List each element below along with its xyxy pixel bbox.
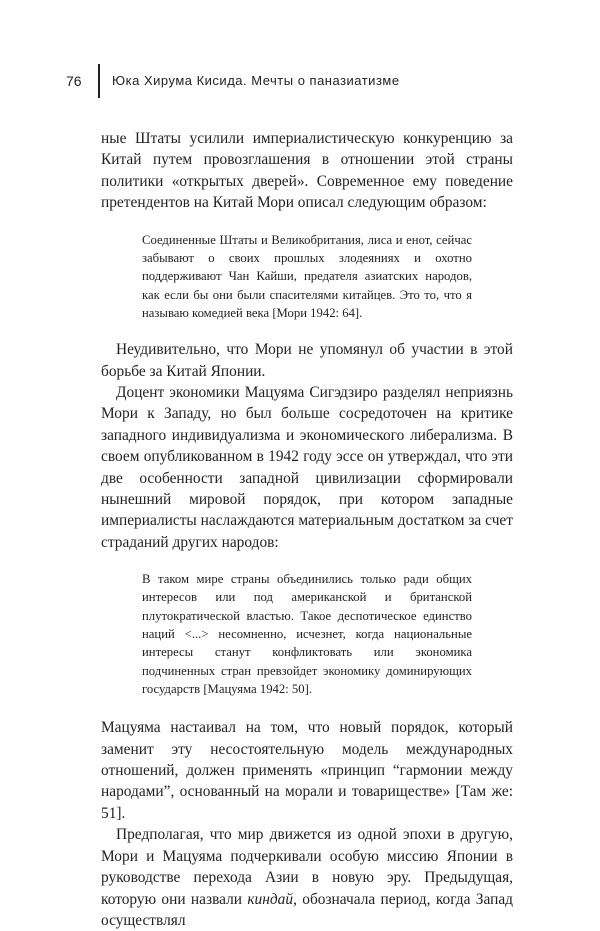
paragraph-5-text: Предполагая, что мир движется из одной эпохи в другую, Мори и Мацуяма подчеркивали особую миссию Японии в руководстве перехода Азии в новую эру. Предыдущая, которую они назвали [101, 826, 513, 908]
block-quote-1: Соединенные Штаты и Великобритания, лиса и енот, сейчас забывают о своих прошлых злодеяниях и охотно поддерживают Чан Кайши, предателя азиатских народов, как если бы они были спасителями китайцев. Это то, что я называю комедией века [Мори 1942: 64]. [142, 232, 472, 320]
term-kinday: киндай [247, 890, 294, 908]
paragraph-5-text-end: , обозначала период, когда Запад осуществлял [101, 890, 513, 929]
paragraph-5 [101, 824, 513, 931]
paragraph-3: Доцент экономики Мацуяма Сигэдзиро разделял неприязнь Мори к Западу, но был больше сосредоточен на критике западного индивидуализма и экономического либерализма. В своем опубликованном в 1942 году эссе он утверждал, что эти две особенности западной цивилизации сформировали нынешний мировой порядок, при котором западные империалисты наслаждаются материальным достатком за счет страданий других народов: [101, 383, 513, 551]
running-header [0, 64, 600, 98]
block-quote-2: В таком мире страны объединились только ради общих интересов или под американской и британской плутократической властью. Такое деспотическое единство наций <...> несомненно, исчезнет, когда национальные интересы станут конфликтовать или экономика подчиненных стран превзойдет экономику доминирующих государств [Мацуяма 1942: 50]. [142, 572, 472, 696]
paragraph-1: ные Штаты усилили империалистическую конкуренцию за Китай путем провозглашения в отношении этой страны политики «открытых дверей». Современное ему поведение претендентов на Китай Мори описал следующим образом: [101, 130, 513, 212]
page-body [101, 128, 513, 931]
paragraph-4: Мацуяма настаивал на том, что новый порядок, который заменит эту несостоятельную модель международных отношений, должен применять «принцип “гармонии между народами”, основанный на морали и товариществе» [Там же: 51]. [101, 719, 513, 822]
paragraph-2: Неудивительно, что Мори не упомянул об участии в этой борьбе за Китай Японии. [101, 341, 513, 380]
running-title: Юка Хирума Кисида. Мечты о паназиатизме [112, 73, 400, 88]
header-divider [98, 64, 100, 98]
page-number: 76 [66, 73, 82, 89]
